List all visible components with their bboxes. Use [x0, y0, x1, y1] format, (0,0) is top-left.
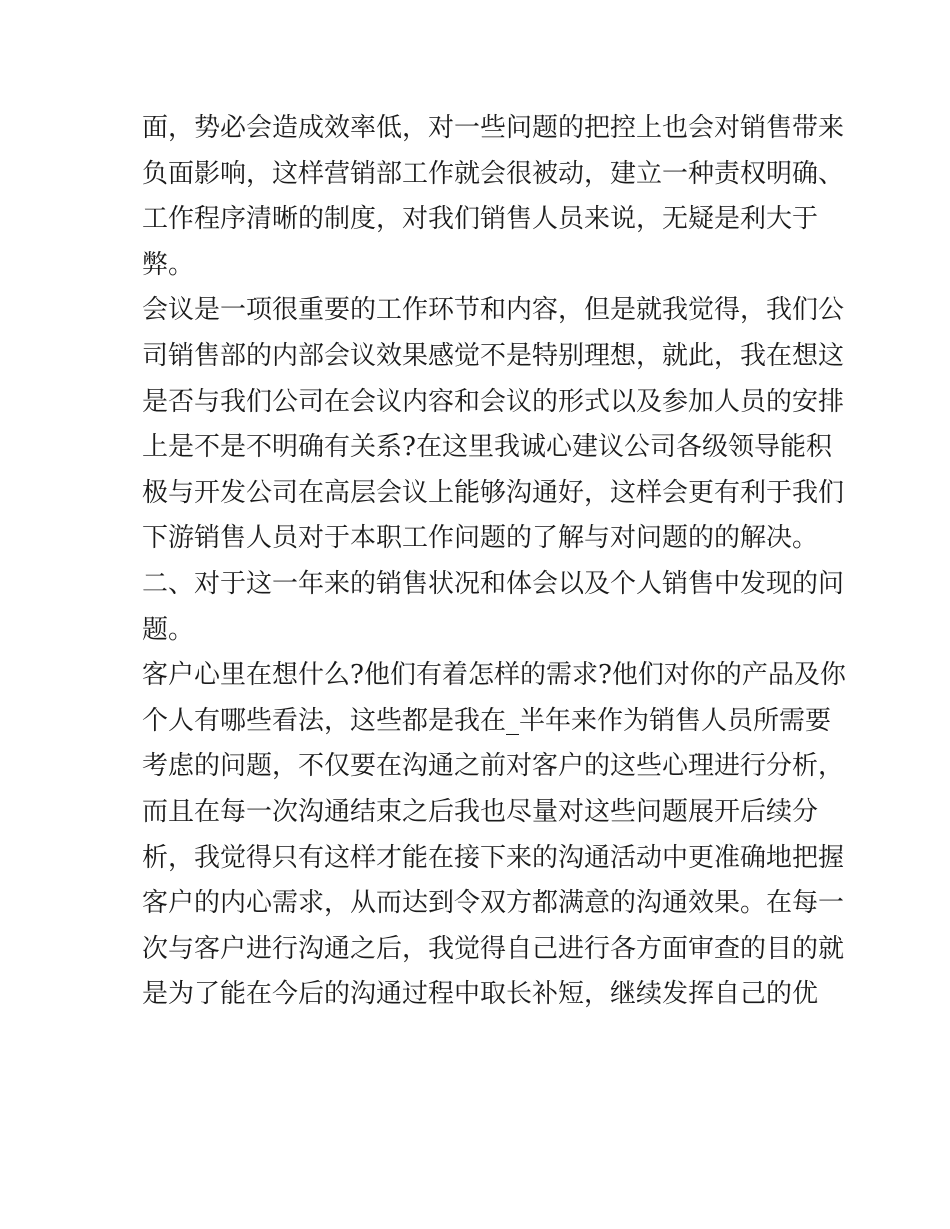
text-line: 次与客户进行沟通之后，我觉得自己进行各方面审查的目的就	[142, 933, 845, 964]
body-text	[142, 106, 846, 1018]
text-line: 上是不是不明确有关系?在这里我诚心建议公司各级领导能积	[142, 432, 832, 463]
text-line: 下游销售人员对于本职工作问题的了解与对问题的的解决。	[142, 523, 819, 554]
text-line: 负面影响，这样营销部工作就会很被动，建立一种责权明确、	[142, 158, 845, 189]
section-heading: 二、对于这一年来的销售状况和体会以及个人销售中发现的问	[142, 568, 845, 599]
text-line: 极与开发公司在高层会议上能够沟通好，这样会更有利于我们	[142, 477, 845, 508]
text-line: 客户的内心需求，从而达到令双方都满意的沟通效果。在每一	[142, 888, 845, 919]
text-line: 个人有哪些看法，这些都是我在_半年来作为销售人员所需要	[142, 705, 832, 736]
text-line: 是否与我们公司在会议内容和会议的形式以及参加人员的安排	[142, 386, 845, 417]
text-line: 客户心里在想什么?他们有着怎样的需求?他们对你的产品及你	[142, 660, 846, 691]
text-line: 工作程序清晰的制度，对我们销售人员来说，无疑是利大于	[142, 204, 819, 235]
section-heading: 题。	[142, 614, 195, 645]
text-line: 面，势必会造成效率低，对一些问题的把控上也会对销售带来	[142, 113, 845, 143]
text-line: 司销售部的内部会议效果感觉不是特别理想，就此，我在想这	[142, 340, 845, 371]
text-line: 考虑的问题，不仅要在沟通之前对客户的这些心理进行分析，	[142, 751, 845, 782]
text-line: 析，我觉得只有这样才能在接下来的沟通活动中更准确地把握	[142, 842, 845, 873]
text-line: 会议是一项很重要的工作环节和内容，但是就我觉得，我们公	[142, 295, 845, 326]
text-line: 弊。	[142, 249, 195, 280]
text-line: 是为了能在今后的沟通过程中取长补短，继续发挥自己的优	[142, 979, 819, 1010]
text-line: 而且在每一次沟通结束之后我也尽量对这些问题展开后续分	[142, 796, 819, 827]
